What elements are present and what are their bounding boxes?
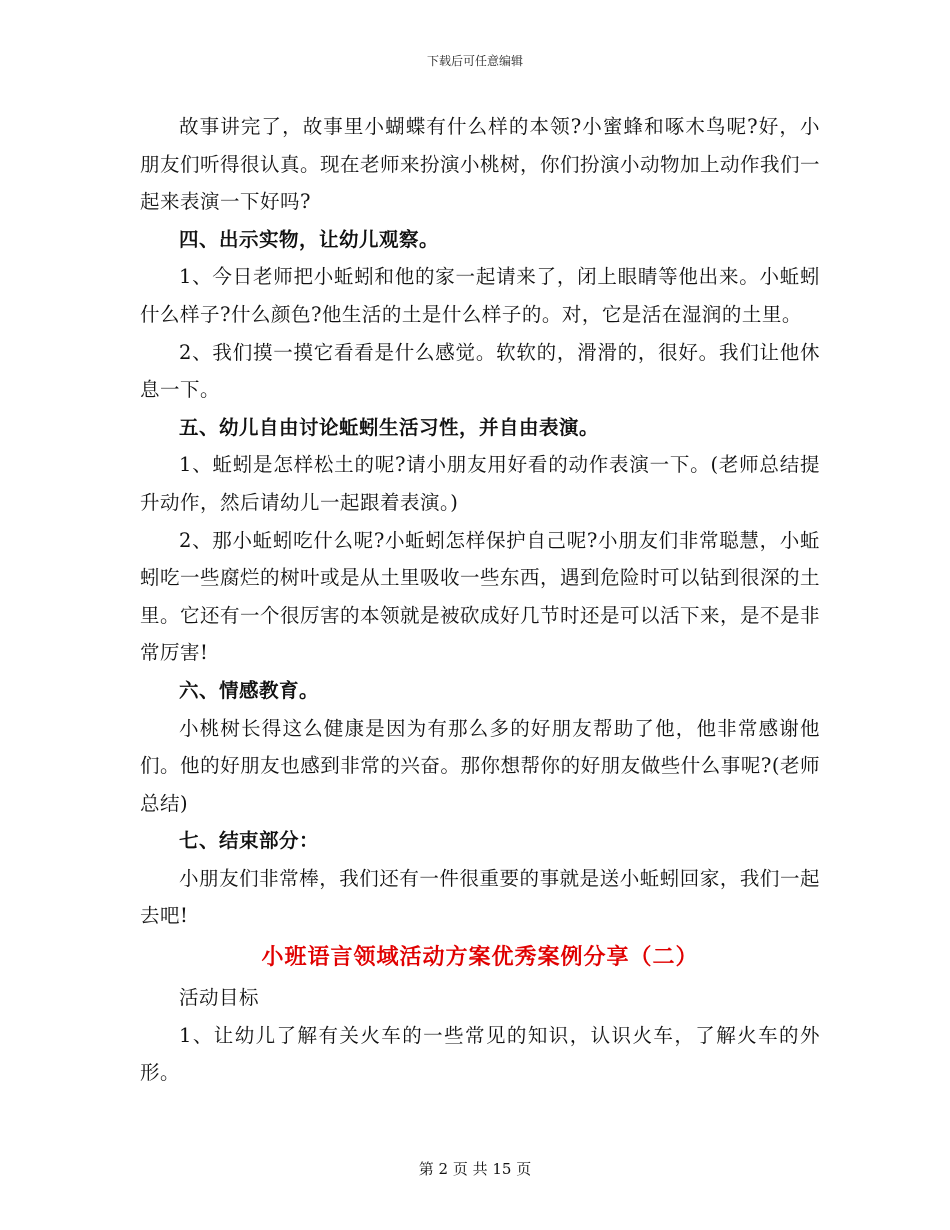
paragraph-discuss-1: 1、蚯蚓是怎样松土的呢?请小朋友用好看的动作表演一下。(老师总结提升动作，然后请幼儿一起跟着表演。) [140,453,820,514]
heading-section-seven: 七、结束部分： [179,829,320,853]
paragraph-emotion: 小桃树长得这么健康是因为有那么多的好朋友帮助了他，他非常感谢他们。他的好朋友也感到非常的兴奋。那你想帮你的好朋友做些什么事呢?(老师总结) [140,716,820,815]
paragraph-goal-1: 1、让幼儿了解有关火车的一些常见的知识，认识火车，了解火车的外形。 [140,1023,820,1085]
heading-section-five: 五、幼儿自由讨论蚯蚓生活习性，并自由表演。 [179,415,600,439]
paragraph-observe-1: 1、今日老师把小蚯蚓和他的家一起请来了，闭上眼睛等他出来。小蚯蚓什么样子?什么颜色?他生活的土是什么样子的。对，它是活在湿润的土里。 [140,265,820,326]
section-title: 小班语言领域活动方案优秀案例分享（二） [261,944,699,971]
heading-section-six: 六、情感教育。 [179,678,320,702]
paragraph-goals-label: 活动目标 [179,986,260,1010]
heading-section-four: 四、出示实物，让幼儿观察。 [179,227,440,251]
paragraph-observe-2: 2、我们摸一摸它看看是什么感觉。软软的，滑滑的，很好。我们让他休息一下。 [140,340,820,402]
page-footer: 第 2 页 共 15 页 [418,1160,532,1178]
document-body [140,108,820,1092]
paragraph-story-recap: 故事讲完了，故事里小蝴蝶有什么样的本领?小蜜蜂和啄木鸟呢?好，小朋友们听得很认真。现在老师来扮演小桃树，你们扮演小动物加上动作我们一起来表演一下好吗? [140,115,821,214]
paragraph-discuss-2: 2、那小蚯蚓吃什么呢?小蚯蚓怎样保护自己呢?小朋友们非常聪慧，小蚯蚓吃一些腐烂的树叶或是从土里吸收一些东西，遇到危险时可以钻到很深的土里。它还有一个很厉害的本领就是被砍成好几节时还是可以活下来，是不是非常厉害! [140,528,821,665]
page-header: 下载后可任意编辑 [426,54,523,68]
paragraph-ending: 小朋友们非常棒，我们还有一件很重要的事就是送小蚯蚓回家，我们一起去吧! [140,866,820,928]
